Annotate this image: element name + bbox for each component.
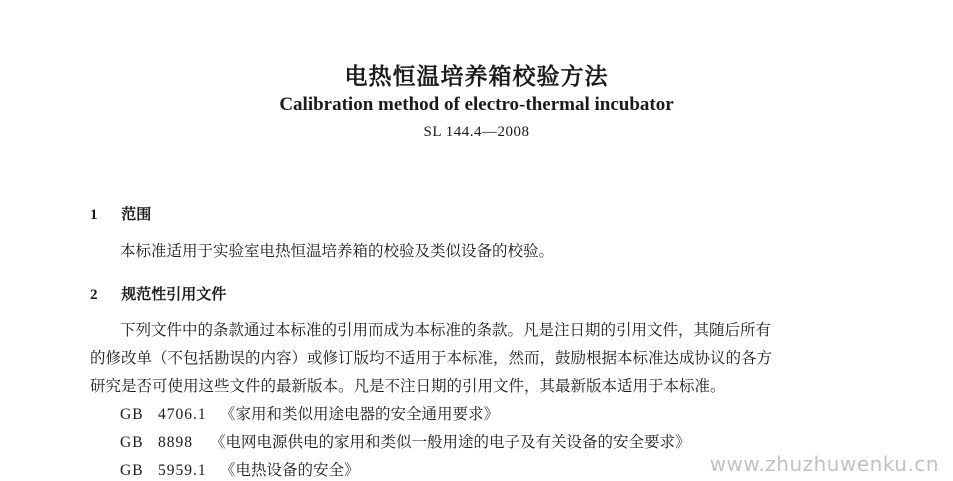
section-number: 1 — [90, 207, 98, 223]
section-heading-scope — [90, 203, 151, 224]
title-chinese: 电热恒温培养箱校验方法 — [344, 64, 609, 90]
reference-prefix: GB — [120, 406, 144, 423]
reference-title: 《电网电源供电的家用和类似一般用途的电子及有关设备的安全要求》 — [210, 433, 691, 451]
reference-item — [120, 458, 360, 480]
scope-paragraph: 本标准适用于实验室电热恒温培养箱的校验及类似设备的校验。 — [120, 242, 555, 260]
references-paragraph-line: 的修改单（不包括勘误的内容）或修订版均不适用于本标准，然而，鼓励根据本标准达成协议的各方 — [90, 349, 773, 367]
reference-number: 5959.1 — [158, 462, 207, 479]
reference-prefix: GB — [120, 462, 144, 479]
section-number: 2 — [90, 287, 98, 303]
section-title: 范围 — [121, 205, 152, 223]
site-watermark: www.zhuzhuwenku.cn — [709, 452, 939, 476]
reference-item — [120, 402, 499, 424]
references-paragraph-line: 下列文件中的条款通过本标准的引用而成为本标准的条款。凡是注日期的引用文件，其随后所有 — [120, 321, 772, 339]
section-title: 规范性引用文件 — [121, 285, 227, 303]
reference-number: 8898 — [158, 434, 193, 451]
reference-number: 4706.1 — [158, 406, 207, 423]
reference-prefix: GB — [120, 434, 144, 451]
title-english: Calibration method of electro-thermal incubator — [279, 94, 674, 115]
reference-title: 《电热设备的安全》 — [220, 461, 360, 479]
section-heading-normative-references — [90, 283, 226, 304]
references-paragraph-line: 研究是否可使用这些文件的最新版本。凡是不注日期的引用文件，其最新版本适用于本标准。 — [90, 377, 726, 395]
reference-title: 《家用和类似用途电器的安全通用要求》 — [220, 405, 500, 423]
standard-number: SL 144.4—2008 — [423, 124, 530, 140]
reference-item — [120, 430, 691, 452]
